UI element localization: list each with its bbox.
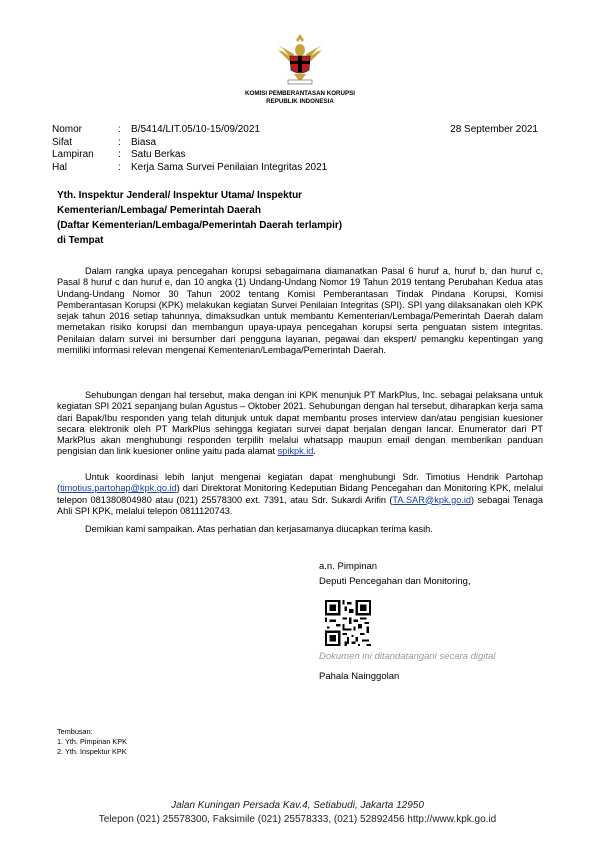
addressee-block: [57, 188, 342, 248]
signature-on-behalf: a.n. Pimpinan: [319, 561, 378, 572]
body-paragraph-2: Sehubungan dengan hal tersebut, maka dengan ini KPK menunjuk PT MarkPlus, Inc. sebagai pelaksana untuk kegiatan SPI 2021 sepanjang bulan Agustus – Oktober 2021. Sehubungan dengan hal tersebut, diharapkan kerja sama dari Bapak/Ibu responden yang telah ditunjuk untuk dapat membantu proses interview dan/atau pengisian kuesioner secara elektronik oleh PT MarkPlus sehingga kegiatan survei dapat berjalan dengan lancar. Enumerator dari PT MarkPlus akan menghubungi responden terpilih melalui whatsapp maupun email dengan memberikan panduan pengisian dan link kuesioner online yaitu pada alamat spikpk.id.: [57, 390, 543, 457]
meta-label-lampiran: Lampiran: [52, 149, 94, 160]
letter-date: 28 September 2021: [450, 124, 538, 135]
paragraph-2-text: Sehubungan dengan hal tersebut, maka dengan ini KPK menunjuk PT MarkPlus, Inc. sebagai pelaksana untuk kegiatan SPI 2021 sepanjang bulan Agustus – Oktober 2021. Sehubungan dengan hal tersebut, diharapkan kerja sama dari Bapak/Ibu responden yang telah ditunjuk untuk dapat membantu proses interview dan/atau pengisian kuesioner secara elektronik oleh PT MarkPlus sehingga kegiatan survei dapat berjalan dengan lancar. Enumerator dari PT MarkPlus akan menghubungi responden terpilih melalui whatsapp maupun email dengan memberikan panduan pengisian dan link kuesioner online yaitu pada alamat: [57, 390, 543, 457]
meta-label-sifat: Sifat: [52, 136, 73, 148]
signature-position: Deputi Pencegahan dan Monitoring,: [319, 575, 471, 587]
body-paragraph-closing: Demikian kami sampaikan. Atas perhatian dan kerjasamanya diucapkan terima kasih.: [85, 524, 433, 534]
signatory-name: Pahala Nainggolan: [319, 671, 400, 682]
footer-address: Jalan Kuningan Persada Kav.4, Setiabudi, Jakarta 12950: [171, 800, 424, 811]
footer-contact: Telepon (021) 25578300, Faksimile (021) 25578333, (021) 52892456 http://www.kpk.go.id: [98, 814, 497, 825]
copy-recipients: [57, 727, 127, 757]
meta-value-sifat: Biasa: [131, 136, 157, 148]
meta-value-nomor: B/5414/LIT.05/10-15/09/2021: [131, 124, 260, 135]
meta-label-hal: Hal: [52, 161, 68, 173]
digital-signature-note: Dokumen ini ditandatangani secara digital: [319, 651, 496, 662]
spikpk-link[interactable]: spikpk.id: [277, 446, 314, 457]
cc-item: 1. Yth. Pimpinan KPK: [57, 737, 128, 746]
addressee-line-2: Kementerian/Lembaga/ Pemerintah Daerah: [57, 205, 261, 216]
meta-values: [131, 124, 327, 174]
cc-title: Tembusan:: [57, 727, 93, 736]
body-paragraph-1: Dalam rangka upaya pencegahan korupsi sebagaimana diamanatkan Pasal 6 huruf a, huruf b, dan huruf c, Pasal 8 huruf c dan huruf e, dan 10 angka (1) Undang-Undang Nomor 19 Tahun 2019 tentang Perubahan Kedua atas Undang-Undang Nomor 30 Tahun 2002 tentang Komisi Pemberantasan Tindak Pindana Korupsi, Komisi Pemberantasan Korupsi (KPK) melakukan kegiatan Survei Penilaian Integritas (SPI). SPI yang dilaksanakan oleh KPK sejak tahun 2016 setiap tahunnya, dimaksudkan untuk membantu Kementerian/Lembaga/Pemerintah Daerah dalam memetakan risiko korupsi dan membangun upaya-upaya pencegahan korupsi serta penguatan sistem integritas. Penilaian dalam survei ini bersumber dari pengguna layanan, pegawai dan ekspert/ pemangku kepentingan yang memiliki informasi relevan mengenai Kementerian/Lembaga/Pemerintah Daerah.: [57, 266, 543, 356]
meta-labels: [52, 124, 94, 174]
addressee-line-1: Yth. Inspektur Jenderal/ Inspektur Utama/ Inspektur: [57, 190, 303, 201]
signature-header: [319, 560, 471, 589]
timotius-email-link[interactable]: timotius.partohap@kpk.go.id: [60, 483, 177, 494]
qr-code-icon: [325, 600, 371, 646]
org-line-2: REPUBLIK INDONESIA: [266, 98, 334, 105]
meta-label-nomor: Nomor: [52, 124, 83, 135]
garuda-emblem-icon: [272, 30, 328, 86]
meta-colons: : : : :: [118, 124, 121, 173]
meta-value-lampiran: Satu Berkas: [131, 149, 186, 160]
addressee-line-4: di Tempat: [57, 235, 104, 246]
addressee-line-3: (Daftar Kementerian/Lembaga/Pemerintah Daerah terlampir): [57, 220, 343, 231]
organization-name: [200, 90, 400, 106]
sukardi-email-link[interactable]: TA.SAR@kpk.go.id: [392, 494, 472, 505]
org-line-1: KOMISI PEMBERANTASAN KORUPSI: [245, 90, 355, 97]
cc-item: 2. Yth. Inspektur KPK: [57, 747, 127, 756]
body-paragraph-3: Untuk koordinasi lebih lanjut mengenai kegiatan dapat menghubungi Sdr. Timotius Hendrik Partohap (timotius.partohap@kpk.go.id) dari Direktorat Monitoring Kedeputian Bidang Pencegahan dan Monitoring KPK, melalui telepon 081380804980 atau (021) 25578300 ext. 7391, atau Sdr. Sukardi Arifin (TA.SAR@kpk.go.id) sebagai Tenaga Ahli SPI KPK, melalui telepon 0811120743.: [57, 472, 543, 516]
meta-value-hal: Kerja Sama Survei Penilaian Integritas 2021: [131, 161, 328, 173]
